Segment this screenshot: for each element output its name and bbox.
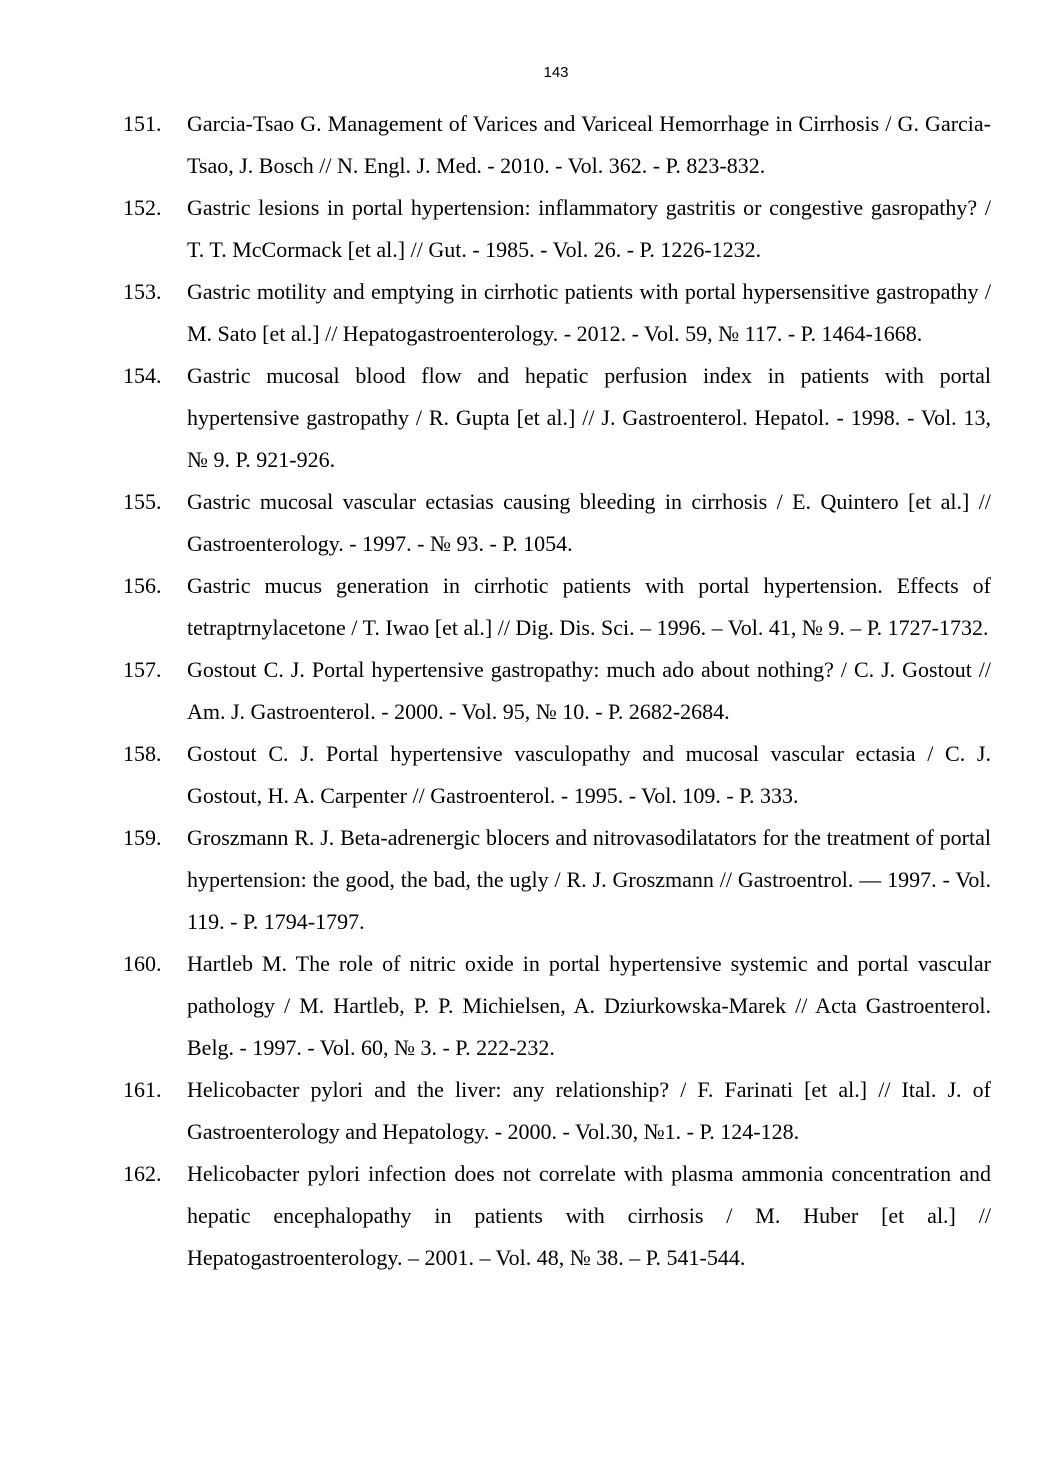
reference-number: 159. (123, 825, 162, 850)
reference-item (0, 943, 1040, 1069)
reference-number: 162. (123, 1161, 162, 1186)
reference-text: Groszmann R. J. Beta-adrenergic blocers and nitrovasodilatators for the treatment of portal hypertension: the good, the bad, the ugly / R. J. Groszmann // Gastroentrol. — 1997. - Vol. 119. - P. 1794-1797. (187, 825, 991, 934)
reference-text: Gostout C. J. Portal hypertensive gastropathy: much ado about nothing? / C. J. Gostout // Am. J. Gastroenterol. - 2000. - Vol. 95, № 10. - P. 2682-2684. (187, 657, 991, 724)
reference-number: 161. (123, 1077, 162, 1102)
reference-number: 154. (123, 363, 162, 388)
reference-item (0, 355, 1040, 481)
reference-item (0, 271, 1040, 355)
reference-item (0, 1153, 1040, 1279)
reference-number: 152. (123, 195, 162, 220)
reference-text: Helicobacter pylori and the liver: any relationship? / F. Farinati [et al.] // Ital. J. of Gastroenterology and Hepatology. - 2000. - Vol.30, №1. - P. 124-128. (187, 1077, 991, 1144)
reference-item (0, 187, 1040, 271)
reference-item (0, 817, 1040, 943)
reference-number: 158. (123, 741, 162, 766)
reference-item (0, 565, 1040, 649)
reference-text: Garcia-Tsao G. Management of Varices and Variceal Hemorrhage in Cirrhosis / G. Garcia-Tsao, J. Bosch // N. Engl. J. Med. - 2010. - Vol. 362. - P. 823-832. (187, 111, 991, 178)
reference-number: 155. (123, 489, 162, 514)
page-number: 143 (543, 64, 569, 81)
reference-item (0, 481, 1040, 565)
reference-text: Gastric mucosal vascular ectasias causing bleeding in cirrhosis / E. Quintero [et al.] // Gastroenterology. - 1997. - № 93. - P. 1054. (187, 489, 991, 556)
reference-item (0, 649, 1040, 733)
reference-text: Hartleb M. The role of nitric oxide in portal hypertensive systemic and portal vascular pathology / M. Hartleb, P. P. Michielsen, A. Dziurkowska-Marek // Acta Gastroenterol. Belg. - 1997. - Vol. 60, № 3. - P. 222-232. (187, 951, 991, 1060)
reference-text: Gastric mucus generation in cirrhotic patients with portal hypertension. Effects of tetraptrnylacetone / T. Iwao [et al.] // Dig. Dis. Sci. – 1996. – Vol. 41, № 9. – P. 1727-1732. (187, 573, 991, 640)
reference-number: 157. (123, 657, 162, 682)
reference-list (0, 103, 1040, 1279)
reference-item (0, 1069, 1040, 1153)
reference-number: 156. (123, 573, 162, 598)
reference-number: 151. (123, 111, 162, 136)
reference-text: Helicobacter pylori infection does not correlate with plasma ammonia concentration and hepatic encephalopathy in patients with cirrhosis / M. Huber [et al.] // Hepatogastroenterology. – 2001. – Vol. 48, № 38. – P. 541-544. (187, 1161, 991, 1270)
reference-text: Gastric motility and emptying in cirrhotic patients with portal hypersensitive gastropathy / M. Sato [et al.] // Hepatogastroenterology. - 2012. - Vol. 59, № 117. - P. 1464-1668. (187, 279, 991, 346)
reference-item (0, 733, 1040, 817)
reference-text: Gastric mucosal blood flow and hepatic perfusion index in patients with portal hypertensive gastropathy / R. Gupta [et al.] // J. Gastroenterol. Hepatol. - 1998. - Vol. 13, № 9. P. 921-926. (187, 363, 991, 472)
reference-item (0, 103, 1040, 187)
reference-text: Gostout C. J. Portal hypertensive vasculopathy and mucosal vascular ectasia / C. J. Gostout, H. A. Carpenter // Gastroenterol. - 1995. - Vol. 109. - P. 333. (187, 741, 991, 808)
reference-text: Gastric lesions in portal hypertension: inflammatory gastritis or congestive gasropathy? / T. T. McCormack [et al.] // Gut. - 1985. - Vol. 26. - P. 1226-1232. (187, 195, 991, 262)
reference-number: 153. (123, 279, 162, 304)
reference-number: 160. (123, 951, 162, 976)
